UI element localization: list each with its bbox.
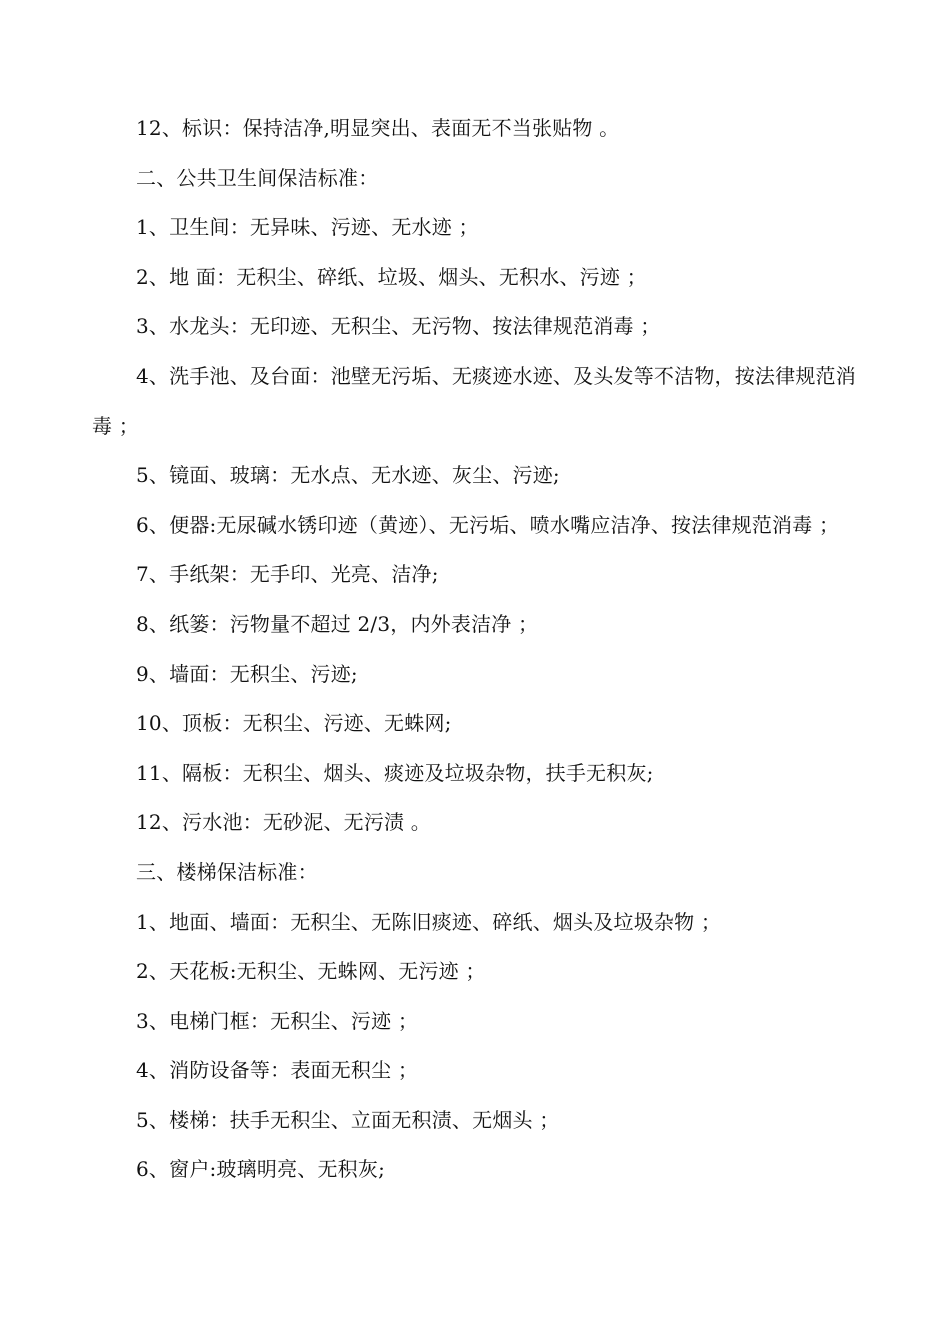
restroom-item-7: 7、手纸架：无手印、光亮、洁净;	[136, 562, 439, 587]
restroom-item-12: 12、污水池：无砂泥、无污渍 。	[136, 810, 432, 835]
stairs-item-2: 2、天花板:无积尘、无蛛网、无污迹 ；	[136, 959, 486, 984]
section-heading-stairs: 三、楼梯保洁标准：	[136, 859, 318, 884]
restroom-item-6: 6、便器:无尿碱水锈印迹（黄迹）、无污垢、喷水嘴应洁净、按法律规范消毒 ；	[136, 512, 840, 537]
item-signage: 12、标识：保持洁净,明显突出、表面无不当张贴物 。	[136, 116, 620, 140]
document-body	[92, 104, 862, 1195]
restroom-item-5: 5、镜面、玻璃：无水点、无水迹、灰尘、污迹;	[136, 463, 560, 488]
restroom-item-1: 1、卫生间：无异味、污迹、无水迹 ；	[136, 215, 479, 240]
restroom-item-3: 3、水龙头：无印迹、无积尘、无污物、按法律规范消毒 ；	[136, 314, 661, 339]
restroom-item-2: 2、地 面：无积尘、碎纸、垃圾、烟头、无积水、污迹 ；	[136, 264, 647, 289]
restroom-item-4: 4、洗手池、及台面：池壁无污垢、无痰迹水迹、及头发等不洁物，按法律规范消毒 ；	[92, 363, 856, 438]
restroom-item-9: 9、墙面：无积尘、污迹;	[136, 661, 358, 686]
stairs-item-6: 6、窗户:玻璃明亮、无积灰;	[136, 1157, 386, 1182]
stairs-item-3: 3、电梯门框：无积尘、污迹 ；	[136, 1008, 419, 1033]
restroom-item-10: 10、顶板：无积尘、污迹、无蛛网;	[136, 711, 452, 736]
stairs-item-1: 1、地面、墙面：无积尘、无陈旧痰迹、碎纸、烟头及垃圾杂物 ；	[136, 909, 722, 934]
section-heading-restroom: 二、公共卫生间保洁标准：	[136, 165, 379, 190]
restroom-item-8: 8、纸篓：污物量不超过 2/3，内外表洁净 ；	[136, 611, 539, 636]
restroom-item-11: 11、隔板：无积尘、烟头、痰迹及垃圾杂物，扶手无积灰;	[136, 760, 654, 785]
stairs-item-4: 4、消防设备等：表面无积尘 ；	[136, 1058, 419, 1083]
stairs-item-5: 5、楼梯：扶手无积尘、立面无积渍、无烟头 ；	[136, 1107, 560, 1132]
